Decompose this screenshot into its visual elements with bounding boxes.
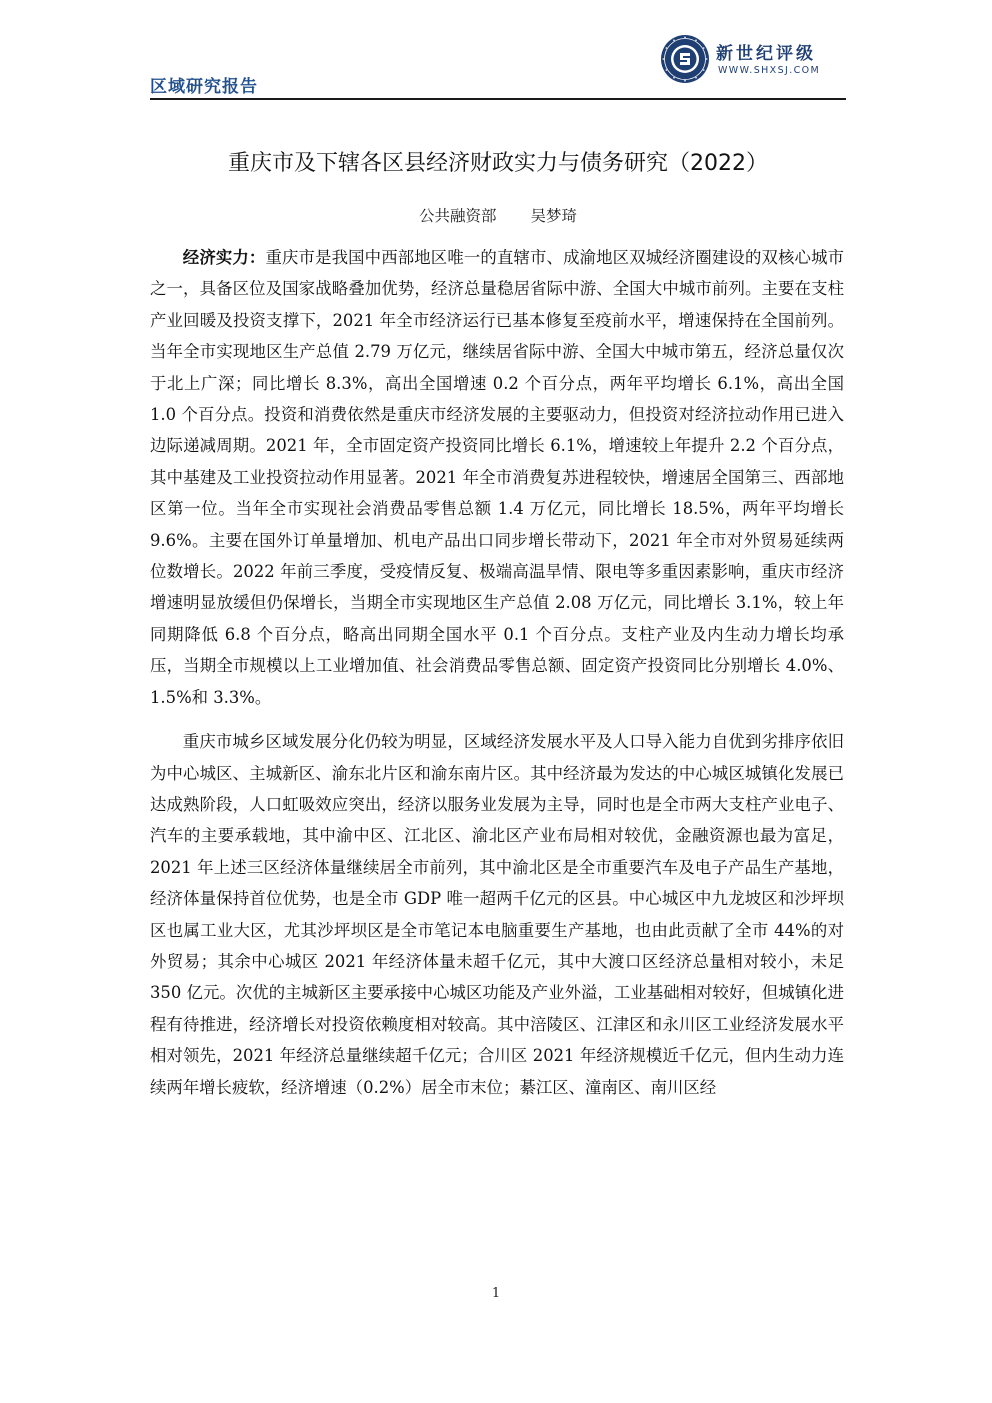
page-number: 1 (491, 1286, 501, 1301)
brand-url: WWW.SHXSJ.COM (718, 65, 821, 76)
section-label: 区域研究报告 (150, 77, 258, 97)
paragraph (150, 242, 844, 713)
report-body (150, 242, 844, 1103)
page-header (150, 28, 846, 100)
author: 吴梦琦 (530, 207, 578, 225)
department: 公共融资部 (418, 207, 497, 225)
report-title: 重庆市及下辖各区县经济财政实力与债务研究（2022） (228, 151, 768, 176)
byline (150, 204, 846, 226)
paragraph-text: 重庆市是我国中西部地区唯一的直辖市、成渝地区双城经济圈建设的双核心城市之一，具备区位及国家战略叠加优势，经济总量稳居省际中游、全国大中城市前列。主要在支柱产业回暖及投资支撑下，2021 年全市经济运行已基本修复至疫前水平，增速保持在全国前列。当年全市实现地区生产总值 2.79 万亿元，继续居省际中游、全国大中城市第五，经济总量仅次于北上广深；同比增长 8.3%，高出全国增速 0.2 个百分点，两年平均增长 6.1%，高出全国 1.0 个百分点。投资和消费依然是重庆市经济发展的主要驱动力，但投资对经济拉动作用已进入边际递减周期。2021 年，全市固定资产投资同比增长 6.1%，增速较上年提升 2.2 个百分点，其中基建及工业投资拉动作用显著。2021 年全市消费复苏进程较快，增速居全国第三、西部地区第一位。当年全市实现社会消费品零售总额 1.4 万亿元，同比增长 18.5%，两年平均增长 9.6%。主要在国外订单量增加、机电产品出口同步增长带动下，2021 年全市对外贸易延续两位数增长。2022 年前三季度，受疫情反复、极端高温旱情、限电等多重因素影响，重庆市经济增速明显放缓但仍保增长，当期全市实现地区生产总值 2.08 万亿元，同比增长 3.1%，较上年同期降低 6.8 个百分点，略高出同期全国水平 0.1 个百分点。支柱产业及内生动力增长均承压，当期全市规模以上工业增加值、社会消费品零售总额、固定资产投资同比分别增长 4.0%、1.5%和 3.3%。 (150, 248, 845, 707)
brand-name: 新世纪评级 (716, 44, 816, 64)
brand-logo (646, 28, 846, 90)
company-seal-icon (660, 34, 710, 84)
paragraph (150, 726, 844, 1103)
paragraph-lead: 经济实力： (182, 248, 266, 267)
header-divider (150, 98, 846, 100)
paragraph-text: 重庆市城乡区域发展分化仍较为明显，区域经济发展水平及人口导入能力自优到劣排序依旧为中心城区、主城新区、渝东北片区和渝东南片区。其中经济最为发达的中心城区城镇化发展已达成熟阶段，人口虹吸效应突出，经济以服务业发展为主导，同时也是全市两大支柱产业电子、汽车的主要承载地，其中渝中区、江北区、渝北区产业布局相对较优，金融资源也最为富足，2021 年上述三区经济体量继续居全市前列，其中渝北区是全市重要汽车及电子产品生产基地，经济体量保持首位优势，也是全市 GDP 唯一超两千亿元的区县。中心城区中九龙坡区和沙坪坝区也属工业大区，尤其沙坪坝区是全市笔记本电脑重要生产基地，也由此贡献了全市 44%的对外贸易；其余中心城区 2021 年经济体量未超千亿元，其中大渡口区经济总量相对较小，未足 350 亿元。次优的主城新区主要承接中心城区功能及产业外溢，工业基础相对较好，但城镇化进程有待推进，经济增长对投资依赖度相对较高。其中涪陵区、江津区和永川区工业经济发展水平相对领先，2021 年经济总量继续超千亿元；合川区 2021 年经济规模近千亿元，但内生动力连续两年增长疲软，经济增速（0.2%）居全市末位；綦江区、潼南区、南川区经 (150, 732, 844, 1097)
